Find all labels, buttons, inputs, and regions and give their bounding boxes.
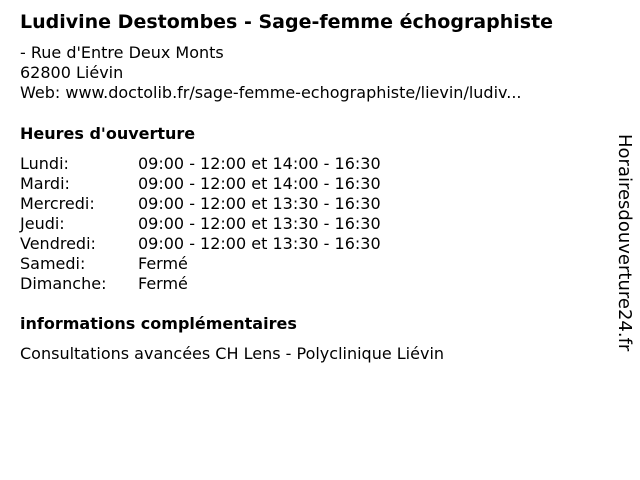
day-label: Mercredi:: [20, 194, 95, 213]
site-watermark: Horairesdouverture24.fr: [614, 134, 635, 352]
day-hours: Fermé: [138, 254, 188, 273]
day-label: Vendredi:: [20, 234, 96, 253]
page-title: Ludivine Destombes - Sage-femme échographiste: [20, 11, 554, 33]
day-hours: 09:00 - 12:00 et 13:30 - 16:30: [138, 194, 381, 213]
day-label: Dimanche:: [20, 274, 107, 293]
day-label: Mardi:: [20, 174, 70, 193]
day-label: Lundi:: [20, 154, 69, 173]
address-web: Web: www.doctolib.fr/sage-femme-echographiste/lievin/ludiv...: [20, 83, 522, 102]
address-city: 62800 Liévin: [20, 63, 124, 82]
day-hours: 09:00 - 12:00 et 14:00 - 16:30: [138, 154, 381, 173]
day-hours: Fermé: [138, 274, 188, 293]
info-text: Consultations avancées CH Lens - Polyclinique Liévin: [20, 344, 445, 363]
address-street: - Rue d'Entre Deux Monts: [20, 43, 224, 62]
day-hours: 09:00 - 12:00 et 14:00 - 16:30: [138, 174, 381, 193]
hours-heading: Heures d'ouverture: [20, 124, 196, 143]
day-hours: 09:00 - 12:00 et 13:30 - 16:30: [138, 234, 381, 253]
info-heading: informations complémentaires: [20, 314, 297, 333]
day-label: Jeudi:: [20, 214, 65, 233]
day-label: Samedi:: [20, 254, 86, 273]
address-block: [20, 43, 522, 103]
day-hours: 09:00 - 12:00 et 13:30 - 16:30: [138, 214, 381, 233]
